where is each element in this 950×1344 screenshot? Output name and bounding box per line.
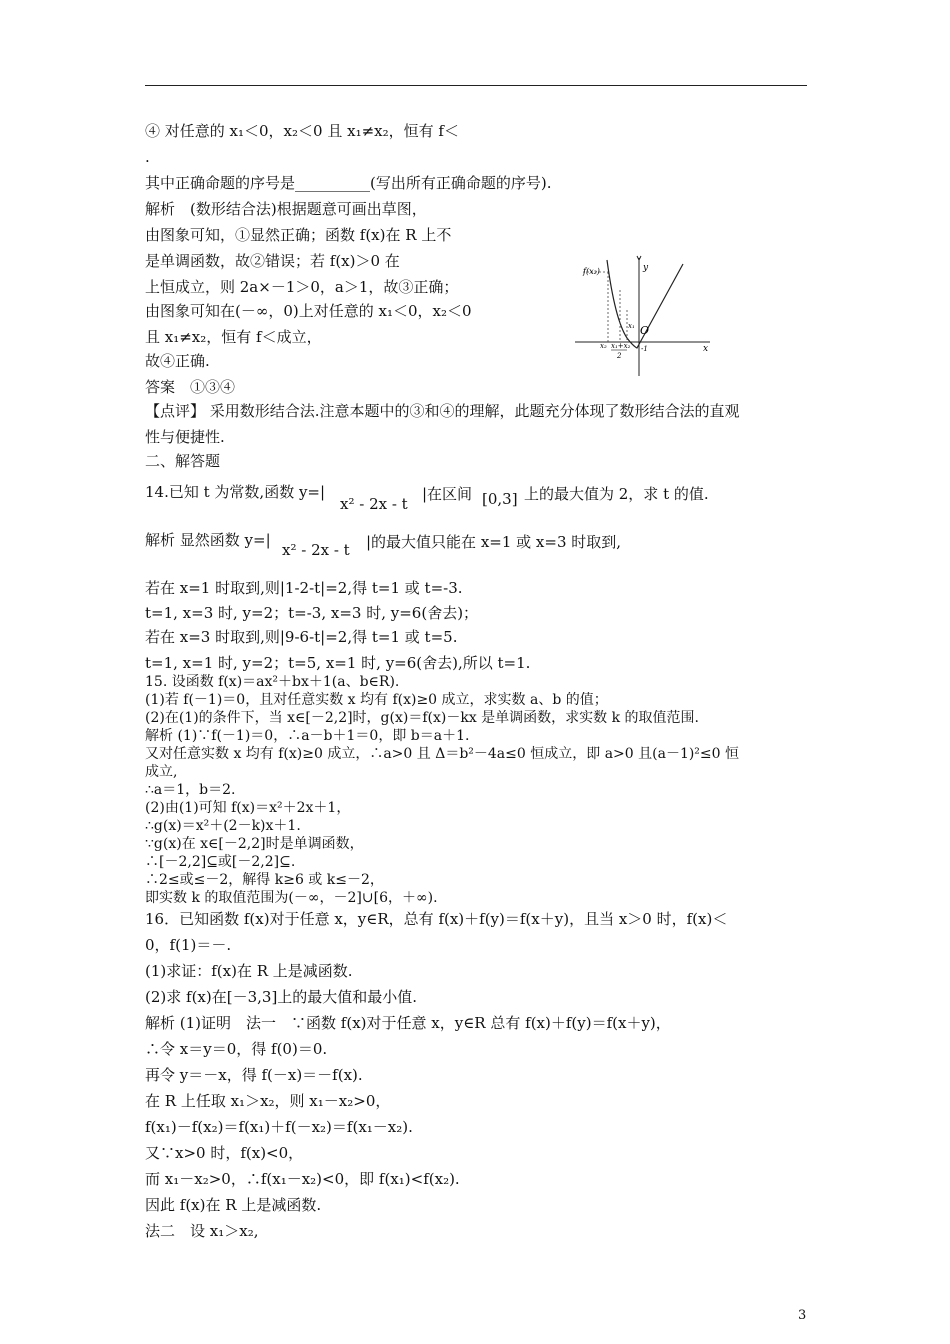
text-line: (2)求 f(x)在[－3,3]上的最大值和最小值.	[145, 988, 418, 1006]
text-line: ∴[－2,2]⊆或[－2,2]⊆.	[145, 854, 296, 870]
text-line: 又对任意实数 x 均有 f(x)≥0 成立，∴a>0 且 Δ＝b²－4a≤0 恒成立，即 a>0 且(a－1)²≤0 恒	[145, 746, 740, 762]
text-line: 而 x₁－x₂>0，∴f(x₁－x₂)<0，即 f(x₁)<f(x₂).	[145, 1170, 460, 1188]
text-line: 再令 y＝－x，得 f(－x)＝－f(x).	[145, 1066, 363, 1084]
text-line: 答案 ①③④	[145, 378, 236, 396]
text-line: 上恒成立，则 2a×－1＞0，a＞1，故③正确；	[145, 278, 459, 296]
text-line: ∵g(x)在 x∈[－2,2]时是单调函数，	[145, 836, 364, 852]
section-heading: 二、解答题	[145, 452, 221, 470]
s14-text-b: |的最大值只能在 x=1 或 x=3 时取到,	[366, 533, 622, 551]
text-line: 法二 设 x₁＞x₂,	[145, 1222, 259, 1240]
text-line: ∴a＝1，b＝2.	[145, 782, 236, 798]
s14-text-a: 解析 显然函数 y=|	[145, 531, 271, 549]
text-line: t=1, x=1 时, y=2；t=5, x=1 时, y=6(舍去),所以 t=1.	[145, 654, 531, 672]
label-y: y	[643, 263, 649, 273]
label-minus-one: -1	[641, 345, 648, 353]
label-midpoint: x₁+x₂	[611, 342, 631, 350]
text-line: 且 x₁≠x₂，恒有 f＜成立，	[145, 328, 322, 346]
text-line: 性与便捷性.	[145, 428, 225, 446]
text-line: (2)在(1)的条件下，当 x∈[－2,2]时，g(x)＝f(x)－kx 是单调函数，求实数 k 的取值范围.	[145, 710, 700, 726]
text-line: (2)由(1)可知 f(x)＝x²＋2x＋1，	[145, 800, 351, 816]
text-line: 若在 x=1 时取到,则|1-2-t|=2,得 t=1 或 t=-3.	[145, 579, 463, 597]
text-line: 在 R 上任取 x₁＞x₂，则 x₁－x₂>0，	[145, 1092, 391, 1110]
text-line: 解析 (1)证明 法一 ∵函数 f(x)对于任意 x，y∈R 总有 f(x)＋f(y)＝f(x＋y)，	[145, 1014, 671, 1032]
text-line: 若在 x=3 时取到,则|9-6-t|=2,得 t=1 或 t=5.	[145, 628, 458, 646]
text-line: 又∵x>0 时，f(x)<0，	[145, 1144, 304, 1162]
text-line: f(x₁)－f(x₂)＝f(x₁)＋f(－x₂)＝f(x₁－x₂).	[145, 1118, 413, 1136]
text-line: ∴令 x＝y＝0，得 f(0)＝0.	[145, 1040, 328, 1058]
text-line: (1)若 f(－1)＝0，且对任意实数 x 均有 f(x)≥0 成立，求实数 a、b 的值；	[145, 692, 608, 708]
label-x1: x₁	[628, 322, 635, 330]
text-line: 【点评】 采用数形结合法.注意本题中的③和④的理解，此题充分体现了数形结合法的直观	[145, 402, 740, 420]
q14-interval: [0,3]	[482, 490, 518, 508]
text-line: 15. 设函数 f(x)＝ax²＋bx＋1(a、b∈R).	[145, 674, 400, 690]
text-line: ∴g(x)＝x²＋(2－k)x＋1.	[145, 818, 301, 834]
text-line: 其中正确命题的序号是__________(写出所有正确命题的序号).	[145, 174, 552, 192]
label-two: 2	[617, 352, 622, 360]
q14-text-b: |在区间	[422, 485, 473, 503]
text-line: 故④正确.	[145, 352, 210, 370]
text-line: (1)求证：f(x)在 R 上是减函数.	[145, 962, 353, 980]
text-line: 由图象可知在(－∞，0)上对任意的 x₁＜0，x₂＜0	[145, 302, 472, 320]
text-line: 因此 f(x)在 R 上是减函数.	[145, 1196, 322, 1214]
q14-text-a: 14.已知 t 为常数,函数 y=|	[145, 483, 326, 501]
text-line: 0，f(1)＝－.	[145, 936, 232, 954]
s14-expression: x² - 2x - t	[282, 541, 350, 559]
text-line: t=1, x=3 时, y=2；t=-3, x=3 时, y=6(舍去)；	[145, 604, 479, 622]
text-line: .	[145, 148, 150, 166]
text-line: 解析 (1)∵f(－1)＝0，∴a－b＋1＝0，即 b＝a＋1.	[145, 728, 470, 744]
text-line: 16．已知函数 f(x)对于任意 x，y∈R，总有 f(x)＋f(y)＝f(x＋y)，且当 x＞0 时，f(x)＜	[145, 910, 728, 928]
q14-text-c: 上的最大值为 2，求 t 的值.	[524, 485, 709, 503]
text-line: 成立,	[145, 764, 178, 780]
label-fx2: f(x₂)	[583, 267, 600, 276]
label-origin: O	[640, 324, 650, 337]
text-line: 由图象可知，①显然正确；函数 f(x)在 R 上不	[145, 226, 452, 244]
text-line: 解析 (数形结合法)根据题意可画出草图，	[145, 200, 427, 218]
function-sketch-graph	[575, 250, 715, 380]
text-line: ④ 对任意的 x₁＜0，x₂＜0 且 x₁≠x₂，恒有 f＜	[145, 122, 459, 140]
label-x2: x₂	[600, 342, 607, 350]
header-rule	[145, 85, 807, 86]
text-line: 即实数 k 的取值范围为(－∞，－2]∪[6，＋∞).	[145, 890, 438, 906]
text-line: ∴2≤或≤－2，解得 k≥6 或 k≤－2，	[145, 872, 384, 888]
text-line: 是单调函数，故②错误；若 f(x)＞0 在	[145, 252, 400, 270]
q14-expression: x² - 2x - t	[340, 495, 408, 513]
page-number: 3	[798, 1308, 807, 1323]
label-x: x	[703, 344, 709, 354]
